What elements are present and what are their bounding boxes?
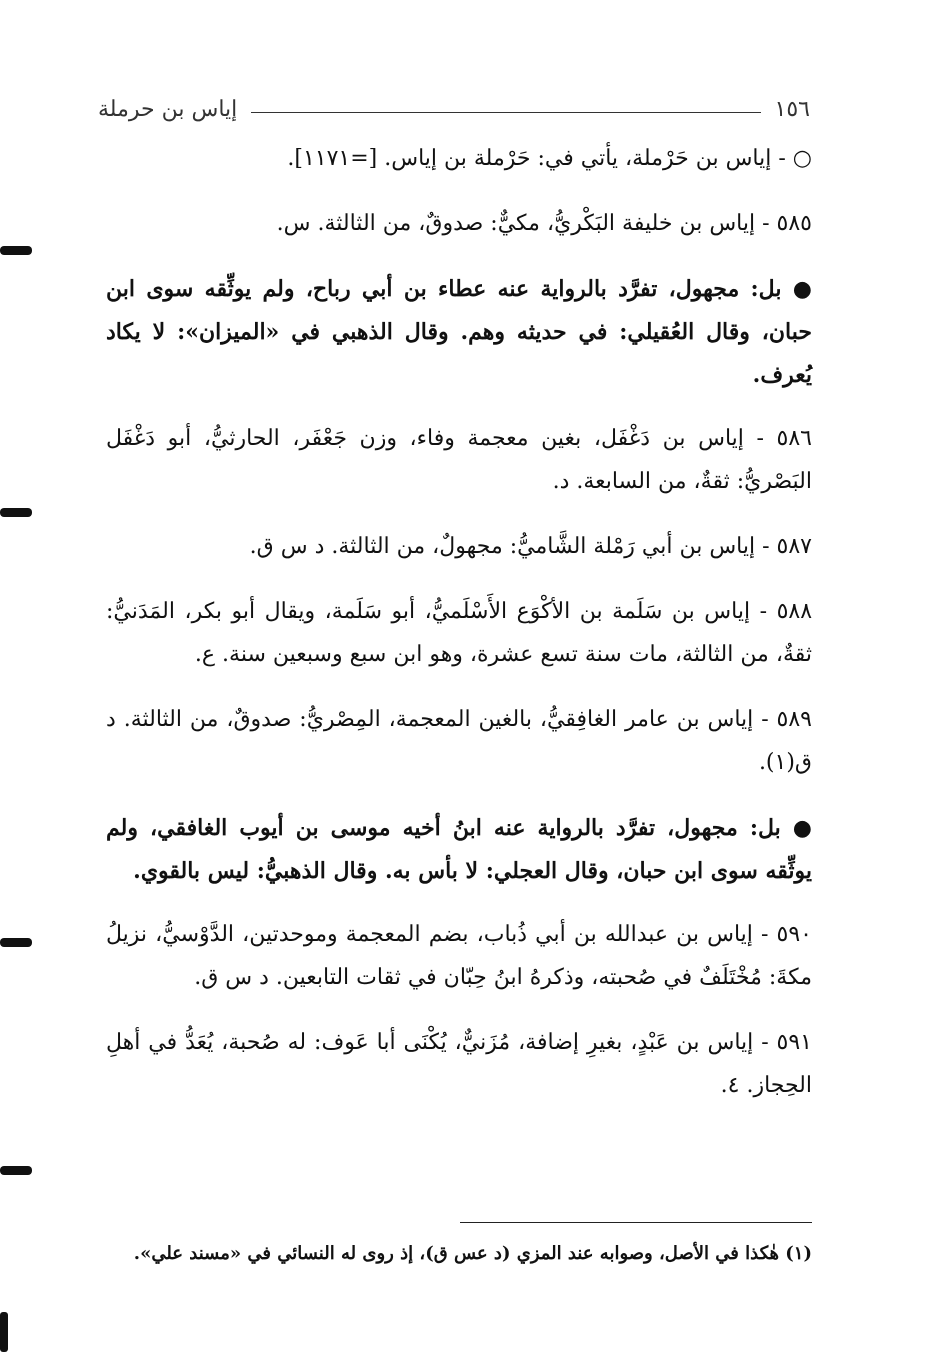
scan-margin-mark: [0, 1166, 32, 1175]
footnote: (١) هٰكذا في الأصل، وصوابه عند المزي (د عس ق)، إذ روى له النسائي في «مسند علي».: [133, 1243, 812, 1264]
footnote-separator: [460, 1222, 812, 1223]
entry-586: ٥٨٦ - إياس بن دَغْفَل، بغين معجمة وفاء، وزن جَعْفَر، الحارثيُّ، أبو دَغْفَل البَصْريُّ: ثقةٌ، من السابعة. د.: [106, 426, 812, 495]
editor-note-585: ● بل: مجهول، تفرَّد بالرواية عنه عطاء بن أبي رباح، ولم يوثِّقه سوى ابن حبان، وقال العُقيلي: في حديثه وهم. وقال الذهبي في «الميزان»: لا يكاد يُعرف.: [106, 275, 812, 388]
entry-588: ٥٨٨ - إياس بن سَلَمة بن الأكْوَع الأَسْلَميُّ، أبو سَلَمة، ويقال أبو بكر، المَدَنيُّ: ثقةٌ، من الثالثة، مات سنة تسع عشرة، وهو ابن سبع وسبعين سنة. ع.: [106, 599, 813, 668]
entry-587: ٥٨٧ - إياس بن أبي رَمْلة الشَّاميُّ: مجهولٌ، من الثالثة. د س ق.: [249, 534, 812, 560]
scan-margin-mark: [0, 508, 32, 517]
editor-note-589: ● بل: مجهول، تفرَّد بالرواية عنه ابنُ أخيه موسى بن أيوب الغافقي، ولم يوثِّقه سوى ابن حبان، وقال العجلي: لا بأس به. وقال الذهبيُّ: ليس بالقوي.: [106, 814, 812, 884]
scan-margin-mark: [0, 1312, 8, 1352]
scan-margin-mark: [0, 246, 32, 255]
entries-body: [106, 138, 812, 1130]
entry-cross-reference: ○ - إياس بن حَرْملة، يأتي في: حَرْملة بن إياس. [=١١٧١].: [287, 146, 812, 171]
entry-589: ٥٨٩ - إياس بن عامر الغافِقيُّ، بالغين المعجمة، المِصْريُّ: صدوقٌ، من الثالثة. د ق(١).: [106, 706, 812, 775]
entry-590: ٥٩٠ - إياس بن عبدالله بن أبي ذُباب، بضم المعجمة وموحدتين، الدَّوْسيُّ، نزيلُ مكةَ: مُخْتَلَفٌ في صُحبته، وذكرهُ ابنُ حِبّان في ثقات التابعين. د س ق.: [106, 922, 812, 991]
header-rule: [251, 112, 760, 113]
page-number: ١٥٦: [774, 96, 810, 122]
running-header: [98, 92, 810, 126]
entry-585: ٥٨٥ - إياس بن خليفة البَكْريُّ، مكيٌّ: صدوقٌ، من الثالثة. س.: [276, 210, 812, 236]
entry-591: ٥٩١ - إياس بن عَبْدٍ، بغيرِ إضافة، مُزَنيٌّ، يُكْنَى أبا عَوف: له صُحبة، يُعَدُّ في أهلِ الحِجاز. ٤.: [106, 1030, 812, 1099]
running-title: إياس بن حرملة: [98, 96, 238, 122]
scan-margin-mark: [0, 938, 32, 947]
